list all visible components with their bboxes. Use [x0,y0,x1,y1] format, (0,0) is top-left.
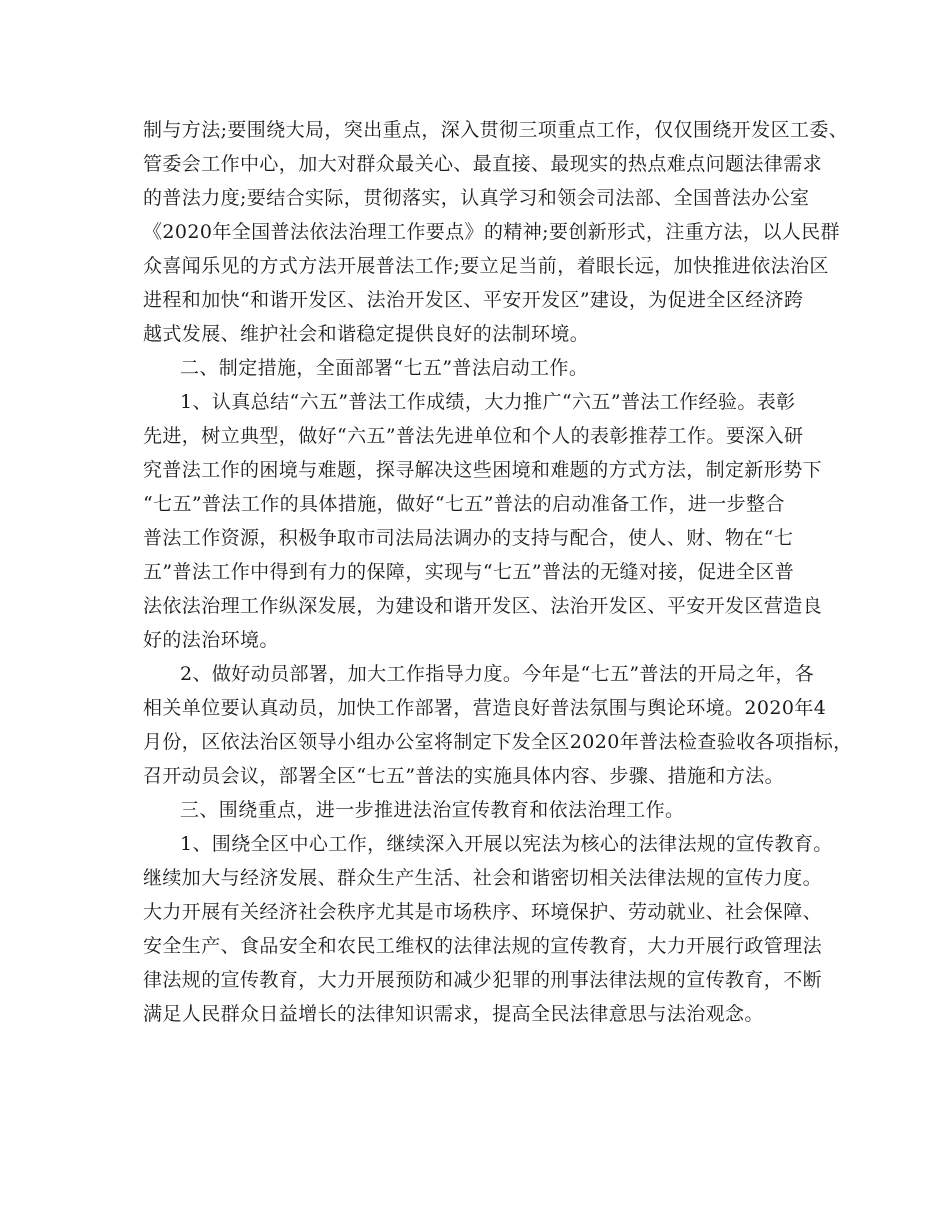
text-line: 众喜闻乐见的方式方法开展普法工作;要立足当前，着眼长远，加快推进依法治区 [143,255,829,277]
text-line: 制与方法;要围绕大局，突出重点，深入贯彻三项重点工作，仅仅围绕开发区工委、 [143,119,849,141]
text-line: 安全生产、食品安全和农民工维权的法律法规的宣传教育，大力开展行政管理法 [143,935,823,957]
text-line: 大力开展有关经济社会秩序尤其是市场秩序、环境保护、劳动就业、社会保障、 [143,901,823,923]
paragraph-start: 1、认真总结“六五”普法工作成绩，大力推广“六五”普法工作经验。表彰 [180,391,796,413]
text-line: 月份，区依法治区领导小组办公室将制定下发全区2020年普法检查验收各项指标， [143,731,853,753]
section-heading: 三、围绕重点，进一步推进法治宣传教育和依法治理工作。 [180,799,685,821]
text-line: 五”普法工作中得到有力的保障，实现与“七五”普法的无缝对接，促进全区普 [143,561,795,583]
section-heading: 二、制定措施，全面部署“七五”普法启动工作。 [180,357,589,379]
text-line: 进程和加快“和谐开发区、法治开发区、平安开发区”建设，为促进全区经济跨 [143,289,804,311]
text-line: 管委会工作中心，加大对群众最关心、最直接、最现实的热点难点问题法律需求 [143,153,823,175]
text-line: 继续加大与经济发展、群众生产生活、社会和谐密切相关法律法规的宣传力度。 [143,867,823,889]
text-line: 越式发展、维护社会和谐稳定提供良好的法制环境。 [143,323,590,345]
text-line: “七五”普法工作的具体措施，做好“七五”普法的启动准备工作，进一步整合 [143,493,785,515]
paragraph-start: 2、做好动员部署，加大工作指导力度。今年是“七五”普法的开局之年，各 [180,663,815,685]
text-line: 律法规的宣传教育，大力开展预防和减少犯罪的刑事法律法规的宣传教育，不断 [143,969,823,991]
paragraph-start: 1、围绕全区中心工作，继续深入开展以宪法为核心的法律法规的宣传教育。 [180,833,833,855]
text-line: 先进，树立典型，做好“六五”普法先进单位和个人的表彰推荐工作。要深入研 [143,425,804,447]
text-line: 好的法治环境。 [143,629,279,651]
text-line: 满足人民群众日益增长的法律知识需求，提高全民法律意思与法治观念。 [143,1003,764,1025]
text-line: 法依法治理工作纵深发展，为建设和谐开发区、法治开发区、平安开发区营造良 [143,595,823,617]
text-line: 《2020年全国普法依法治理工作要点》的精神;要创新形式，注重方法，以人民群 [143,221,840,243]
text-line: 召开动员会议，部署全区“七五”普法的实施具体内容、步骤、措施和方法。 [143,765,785,787]
text-line: 的普法力度;要结合实际，贯彻落实，认真学习和领会司法部、全国普法办公室 [143,187,810,209]
text-line: 相关单位要认真动员，加快工作部署，营造良好普法氛围与舆论环境。2020年4 [143,697,827,719]
text-line: 普法工作资源，积极争取市司法局法调办的支持与配合，使人、财、物在“七 [143,527,794,549]
text-line: 究普法工作的困境与难题，探寻解决这些困境和难题的方式方法，制定新形势下 [143,459,823,481]
